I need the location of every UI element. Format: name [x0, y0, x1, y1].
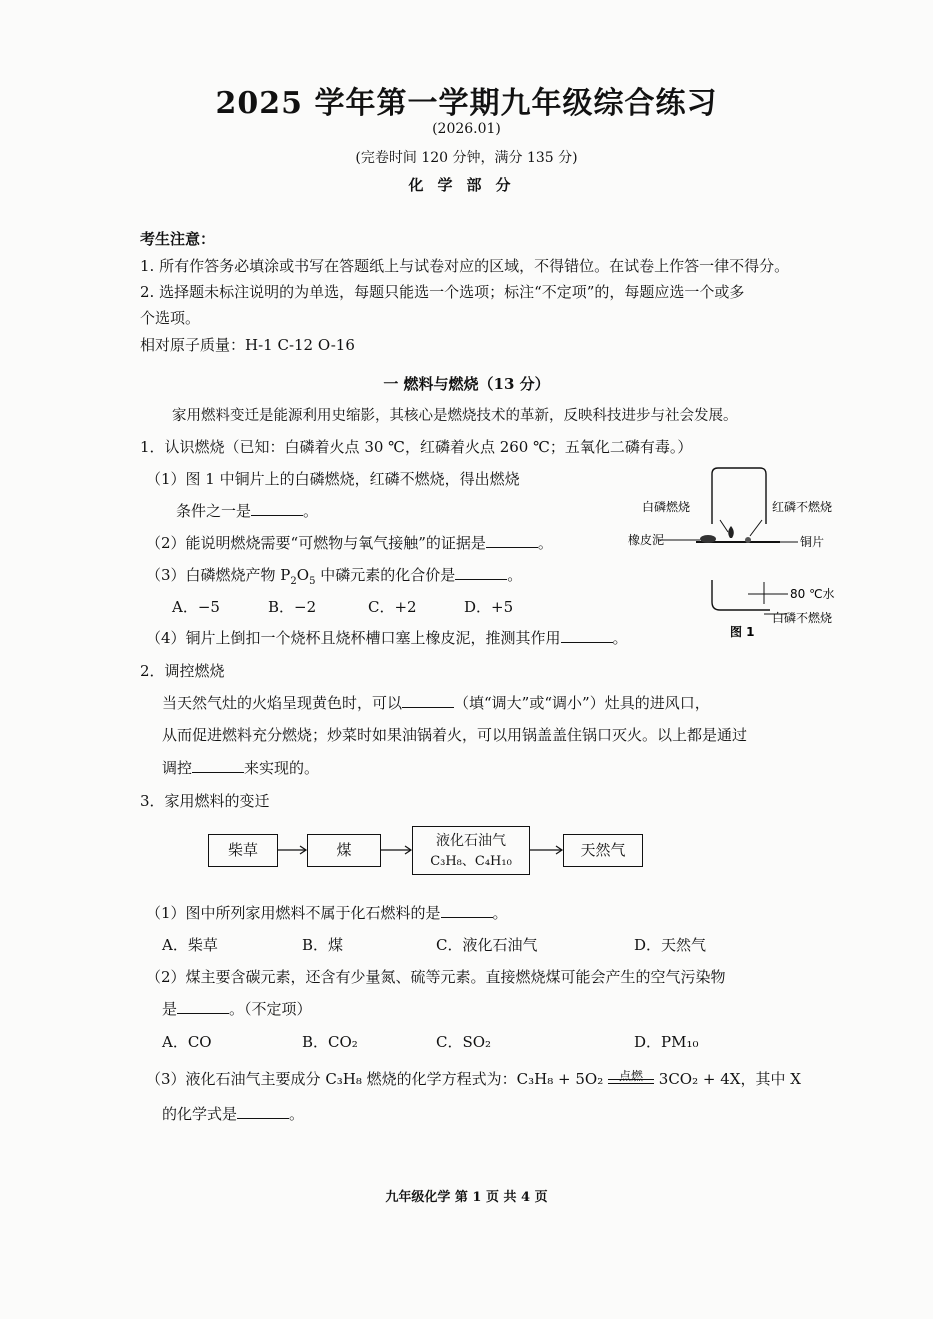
q3-sub2-text-a: 是: [162, 1000, 178, 1018]
page-footer: 九年级化学 第 1 页 共 4 页: [385, 1190, 548, 1205]
option-d: D．PM₁₀: [634, 1033, 699, 1051]
exam-time-score: (完卷时间 120 分钟，满分 135 分): [355, 150, 578, 166]
lpg-label: 液化石油气: [436, 833, 506, 849]
option-d: D．+5: [464, 598, 514, 616]
q3-sub3-text-d: 。: [289, 1105, 305, 1123]
q1-sub1-line2: 条件之一是 。: [176, 502, 319, 520]
q3-sub2-text-b: 。（不定项）: [229, 1000, 312, 1018]
option-c: C．SO₂: [436, 1033, 492, 1051]
option-a: A．−5: [172, 598, 220, 616]
option-b: B．CO₂: [302, 1033, 358, 1051]
white-phosphorus-flame: [728, 526, 734, 538]
section-title: 一 燃料与燃烧（13 分）: [383, 375, 550, 393]
q2-text-b: （填“调大”或“调小”）灶具的进风口，: [454, 694, 710, 712]
q3-sub1-text: （1）图中所列家用燃料不属于化石燃料的是: [146, 904, 441, 922]
answer-blank: [251, 501, 303, 516]
clay-lump: [700, 535, 716, 543]
q3-sub1: （1）图中所列家用燃料不属于化石燃料的是 。: [146, 904, 508, 922]
answer-blank: [192, 758, 244, 773]
notice-line-2a: 2. 选择题未标注说明的为单选，每题只能选一个选项；标注“不定项”的，每题应选一个或多: [140, 283, 745, 301]
q3-sub2-options: [162, 1031, 699, 1052]
q2-line3: [162, 757, 319, 778]
figure-1-combustion-apparatus: [620, 462, 855, 642]
subscript: 2: [290, 576, 297, 587]
leader-line: [750, 520, 762, 536]
label-copper: 铜片: [800, 535, 825, 549]
notice-line-1: 1. 所有作答务必填涂或书写在答题纸上与试卷对应的区域，不得错位。在试卷上作答一律不得分。: [140, 257, 790, 275]
q2-text-d: 来实现的。: [244, 759, 320, 777]
q1-sub1-text: 条件之一是: [176, 502, 252, 520]
q1-sub3-text-a: （3）白磷燃烧产物 P: [146, 566, 291, 584]
figure-caption: 图 1: [730, 625, 755, 639]
label-clay: 橡皮泥: [628, 533, 665, 547]
option-c: C．液化石油气: [436, 936, 538, 954]
answer-blank: [561, 628, 613, 643]
q1-sub4: （4）铜片上倒扣一个烧杯且烧杯槽口塞上橡皮泥，推测其作用 。: [146, 629, 628, 647]
q1-sub3: （3）白磷燃烧产物 $P_2O_5$ 中磷元素的化合价是 。: [146, 566, 523, 587]
q3-sub3-line1: [146, 1068, 801, 1089]
flow-arrows: [276, 838, 566, 862]
q3-sub3-text-c: 的化学式是: [162, 1105, 238, 1123]
option-b: B．煤: [302, 936, 344, 954]
answer-blank: [177, 999, 229, 1014]
reaction-condition: 点燃: [618, 1069, 643, 1083]
page-title: 2025 学年第一学期九年级综合练习: [215, 86, 718, 121]
flow-box-natural-gas: 天然气: [563, 834, 643, 867]
exam-date: (2026.01): [432, 121, 501, 137]
red-phosphorus: [745, 537, 751, 543]
notice-heading: 考生注意：: [140, 230, 216, 248]
q3-sub3-line2: [162, 1103, 304, 1124]
q1-sub3-options: [172, 596, 513, 617]
q3-sub2-line1: （2）煤主要含碳元素，还含有少量氮、硫等元素。直接燃烧煤可能会产生的空气污染物: [146, 968, 726, 986]
section-intro: 家用燃料变迁是能源利用史缩影，其核心是燃烧技术的革新，反映科技进步与社会发展。: [172, 408, 738, 424]
answer-blank: [441, 903, 493, 918]
label-white-burn: 白磷燃烧: [642, 500, 691, 514]
notice-line-2b: 个选项。: [140, 309, 201, 327]
q1-sub1-line1: （1）图 1 中铜片上的白磷燃烧，红磷不燃烧，得出燃烧: [146, 470, 520, 488]
q2-text-a: 当天然气灶的火焰呈现黄色时，可以: [162, 694, 403, 712]
flow-box-coal: 煤: [307, 834, 381, 867]
label-white-no-burn: 白磷不燃烧: [772, 611, 833, 625]
subscript: 5: [309, 576, 316, 587]
lpg-formula: C₃H₈、C₄H₁₀: [430, 854, 512, 869]
atomic-mass: 相对原子质量：H-1 C-12 O-16: [140, 336, 355, 354]
water-beaker: [712, 580, 770, 610]
beaker-outline: [712, 468, 766, 524]
flow-box-firewood: 柴草: [208, 834, 278, 867]
q3-stem: 3．家用燃料的变迁: [140, 792, 270, 810]
q1-sub2: （2）能说明燃烧需要“可燃物与氧气接触”的证据是 。: [146, 534, 553, 552]
q3-sub3-text-a: （3）液化石油气主要成分 C₃H₈ 燃烧的化学方程式为：C₃H₈ + 5O₂: [146, 1070, 604, 1088]
q1-sub4-text: （4）铜片上倒扣一个烧杯且烧杯槽口塞上橡皮泥，推测其作用: [146, 629, 561, 647]
label-red-no-burn: 红磷不燃烧: [772, 500, 833, 514]
subject-title: 化学部分: [408, 176, 525, 194]
leader-line: [720, 520, 728, 532]
answer-blank: [455, 565, 507, 580]
q3-sub1-options: [162, 934, 706, 955]
q2-stem: 2．调控燃烧: [140, 662, 225, 680]
q2-line1: [162, 692, 710, 713]
answer-blank: [237, 1104, 289, 1119]
label-water: 80 ℃水: [790, 587, 835, 601]
option-a: A．CO: [162, 1033, 212, 1051]
q2-line2: 从而促进燃料充分燃烧；炒菜时如果油锅着火，可以用锅盖盖住锅口灭火。以上都是通过: [162, 726, 748, 744]
q3-sub3-text-b: 3CO₂ + 4X，其中 X: [658, 1070, 801, 1088]
q1-sub3-text-c: 中磷元素的化合价是: [315, 566, 456, 584]
answer-blank: [486, 533, 538, 548]
q1-sub2-text: （2）能说明燃烧需要“可燃物与氧气接触”的证据是: [146, 534, 486, 552]
option-b: B．−2: [268, 598, 317, 616]
q1-sub3-text-b: O: [296, 566, 310, 584]
option-d: D．天然气: [634, 936, 707, 954]
reaction-arrow: [608, 1069, 654, 1084]
q3-sub2-line2: [162, 998, 312, 1019]
option-c: C．+2: [368, 598, 417, 616]
option-a: A．柴草: [162, 936, 218, 954]
q2-text-c: 调控: [162, 759, 193, 777]
q1-stem: 1．认识燃烧（已知：白磷着火点 30 ℃，红磷着火点 260 ℃；五氧化二磷有毒。）: [140, 438, 693, 456]
answer-blank: [402, 693, 454, 708]
